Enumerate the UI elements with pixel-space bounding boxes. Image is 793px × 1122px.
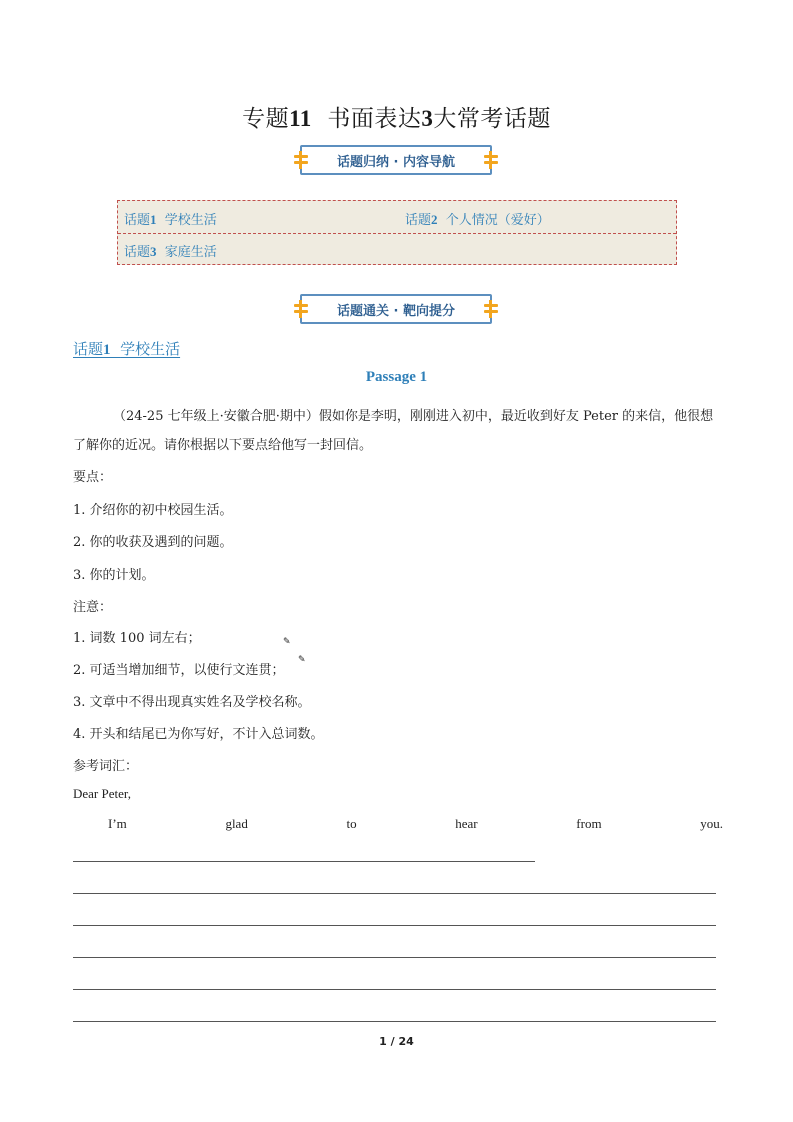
- passage-title: Passage 1: [365, 369, 428, 385]
- banner-left-ornament-icon: [294, 151, 308, 169]
- answer-line[interactable]: [73, 989, 716, 990]
- note-item: 1. 词数 100 词左右；: [73, 631, 201, 646]
- letter-greeting: Dear Peter,: [73, 786, 131, 801]
- notes-heading: 注意：: [73, 600, 113, 615]
- contents-nav-banner: [300, 145, 492, 175]
- letter-opening-line: [108, 816, 723, 832]
- banner-label: 话题通关 · 靶向提分: [337, 303, 455, 319]
- points-heading: 要点：: [73, 470, 113, 485]
- toc-item-topic-2[interactable]: 话题2 个人情况（爱好）: [405, 212, 550, 228]
- point-item: 3. 你的计划。: [73, 568, 155, 583]
- answer-line[interactable]: [73, 957, 716, 958]
- ink-mark-icon: ✎: [298, 655, 306, 665]
- answer-line[interactable]: [73, 893, 716, 894]
- banner-label: 话题归纳 · 内容导航: [337, 154, 455, 170]
- word: to: [346, 816, 357, 831]
- point-item: 2. 你的收获及遇到的问题。: [73, 535, 233, 550]
- toc-item-topic-1[interactable]: 话题1 学校生活: [124, 212, 217, 228]
- banner-left-ornament-icon: [294, 300, 308, 318]
- answer-line[interactable]: [73, 1021, 716, 1022]
- word: glad: [225, 816, 248, 831]
- section-heading-topic-1[interactable]: 话题1 学校生活: [73, 340, 181, 358]
- page-title: 专题11 书面表达3大常考话题: [242, 106, 551, 132]
- word: from: [576, 816, 602, 831]
- topic-contents-table: [117, 200, 677, 265]
- banner-right-ornament-icon: [484, 151, 498, 169]
- point-item: 1. 介绍你的初中校园生活。: [73, 503, 233, 518]
- practice-banner: [300, 294, 492, 324]
- note-item: 2. 可适当增加细节，以使行文连贯；: [73, 663, 285, 678]
- word: I’m: [108, 816, 127, 831]
- ink-mark-icon: ✎: [283, 637, 291, 647]
- answer-line[interactable]: [73, 925, 716, 926]
- answer-line[interactable]: [73, 861, 535, 862]
- toc-item-topic-3[interactable]: 话题3 家庭生活: [124, 244, 217, 260]
- vocab-heading: 参考词汇：: [73, 759, 139, 774]
- word: hear: [455, 816, 478, 831]
- note-item: 3. 文章中不得出现真实姓名及学校名称。: [73, 695, 311, 710]
- word: you.: [700, 816, 723, 831]
- prompt-intro: （24-25 七年级上·安徽合肥·期中）假如你是李明，刚刚进入初中，最近收到好友 Peter 的来信，他很想了解你的近况。请你根据以下要点给他写一封回信。: [73, 409, 714, 453]
- page-number: 1 / 24: [379, 1035, 414, 1048]
- note-item: 4. 开头和结尾已为你写好，不计入总词数。: [73, 727, 324, 742]
- banner-right-ornament-icon: [484, 300, 498, 318]
